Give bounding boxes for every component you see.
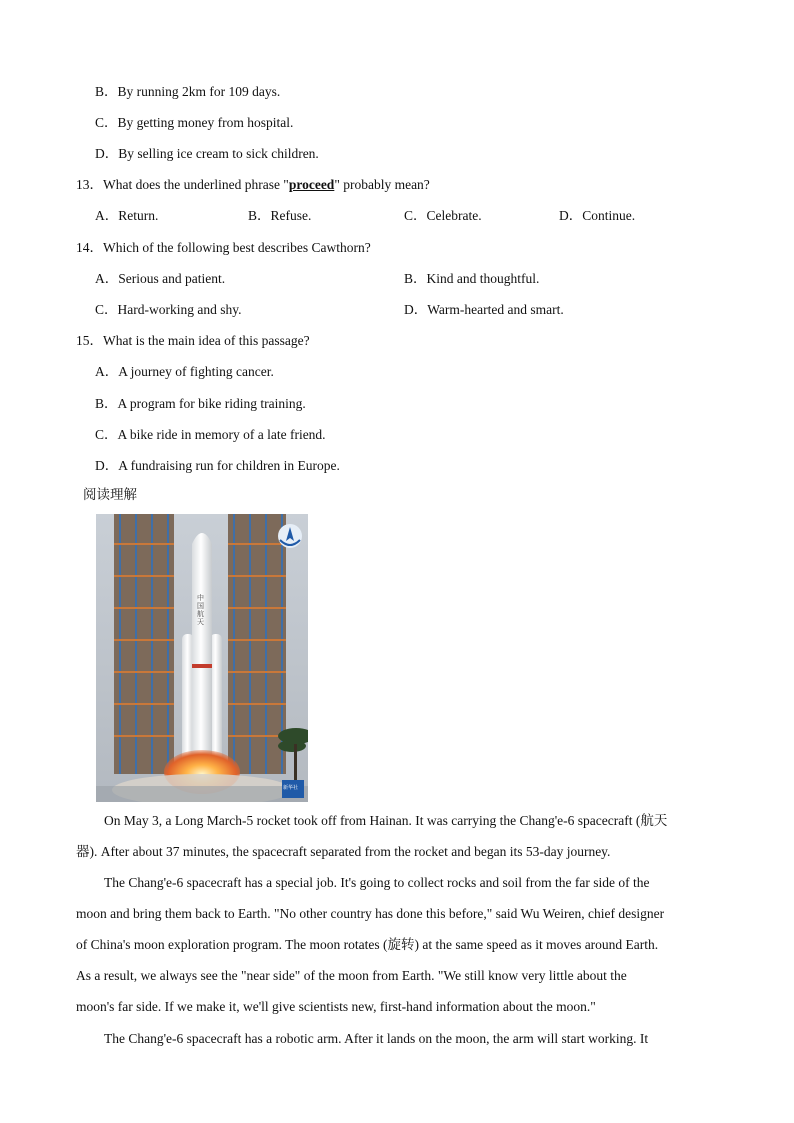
q13-option-b: B．Refuse. (248, 208, 312, 223)
q12-option-c: C．By getting money from hospital. (95, 115, 294, 130)
q14-option-a: A．Serious and patient. (95, 271, 226, 286)
passage-line: moon and bring them back to Earth. "No other country has done this before," said Wu Weiren, chief designer (76, 906, 665, 921)
q14-stem: 14．Which of the following best describes Cawthorn? (76, 240, 371, 255)
q14-option-d: D．Warm-hearted and smart. (404, 302, 564, 317)
q13-option-c: C．Celebrate. (404, 208, 482, 223)
q13-option-d: D．Continue. (559, 208, 636, 223)
passage-paragraph-1 (76, 805, 720, 867)
passage-paragraph-3 (76, 1023, 720, 1054)
q13-stem (76, 176, 430, 194)
q15-option-c: C．A bike ride in memory of a late friend. (95, 427, 326, 442)
q15-stem: 15．What is the main idea of this passage? (76, 333, 310, 348)
rocket-launch-photo (96, 514, 308, 802)
q13-stem-after: " probably mean? (334, 177, 430, 192)
passage-line: On May 3, a Long March-5 rocket took off from Hainan. It was carrying the Chang'e-6 spacecraft (航天 (104, 813, 668, 828)
q15-option-b: B．A program for bike riding training. (95, 396, 306, 411)
q13-stem-before: 13．What does the underlined phrase " (76, 177, 289, 192)
q15-option-d: D．A fundraising run for children in Europe. (95, 458, 340, 473)
q14-option-c: C．Hard-working and shy. (95, 302, 242, 317)
q13-option-a: A．Return. (95, 208, 159, 223)
passage-line: moon's far side. If we make it, we'll give scientists new, first-hand information about the moon." (76, 999, 596, 1014)
passage-line: The Chang'e-6 spacecraft has a special job. It's going to collect rocks and soil from the far side of the (104, 875, 650, 890)
q12-option-d: D．By selling ice cream to sick children. (95, 146, 319, 161)
passage-line: of China's moon exploration program. The moon rotates (旋转) at the same speed as it moves around Earth. (76, 937, 659, 952)
passage-line: 器). After about 37 minutes, the spacecraft separated from the rocket and began its 53-day journey. (76, 844, 611, 859)
q15-option-a: A．A journey of fighting cancer. (95, 364, 274, 379)
watermark-label: 新华社 (283, 785, 299, 791)
q13-underlined-word: proceed (288, 177, 335, 192)
rocket-label: 中国航天 (197, 594, 204, 626)
passage-line: As a result, we always see the "near side" of the moon from Earth. "We still know very little about the (76, 968, 627, 983)
section-heading-reading: 阅读理解 (83, 487, 137, 502)
q12-option-b: B．By running 2km for 109 days. (95, 84, 281, 99)
passage-paragraph-2 (76, 867, 720, 1022)
passage-line: The Chang'e-6 spacecraft has a robotic arm. After it lands on the moon, the arm will start working. It (104, 1031, 649, 1046)
q14-option-b: B．Kind and thoughtful. (404, 271, 540, 286)
